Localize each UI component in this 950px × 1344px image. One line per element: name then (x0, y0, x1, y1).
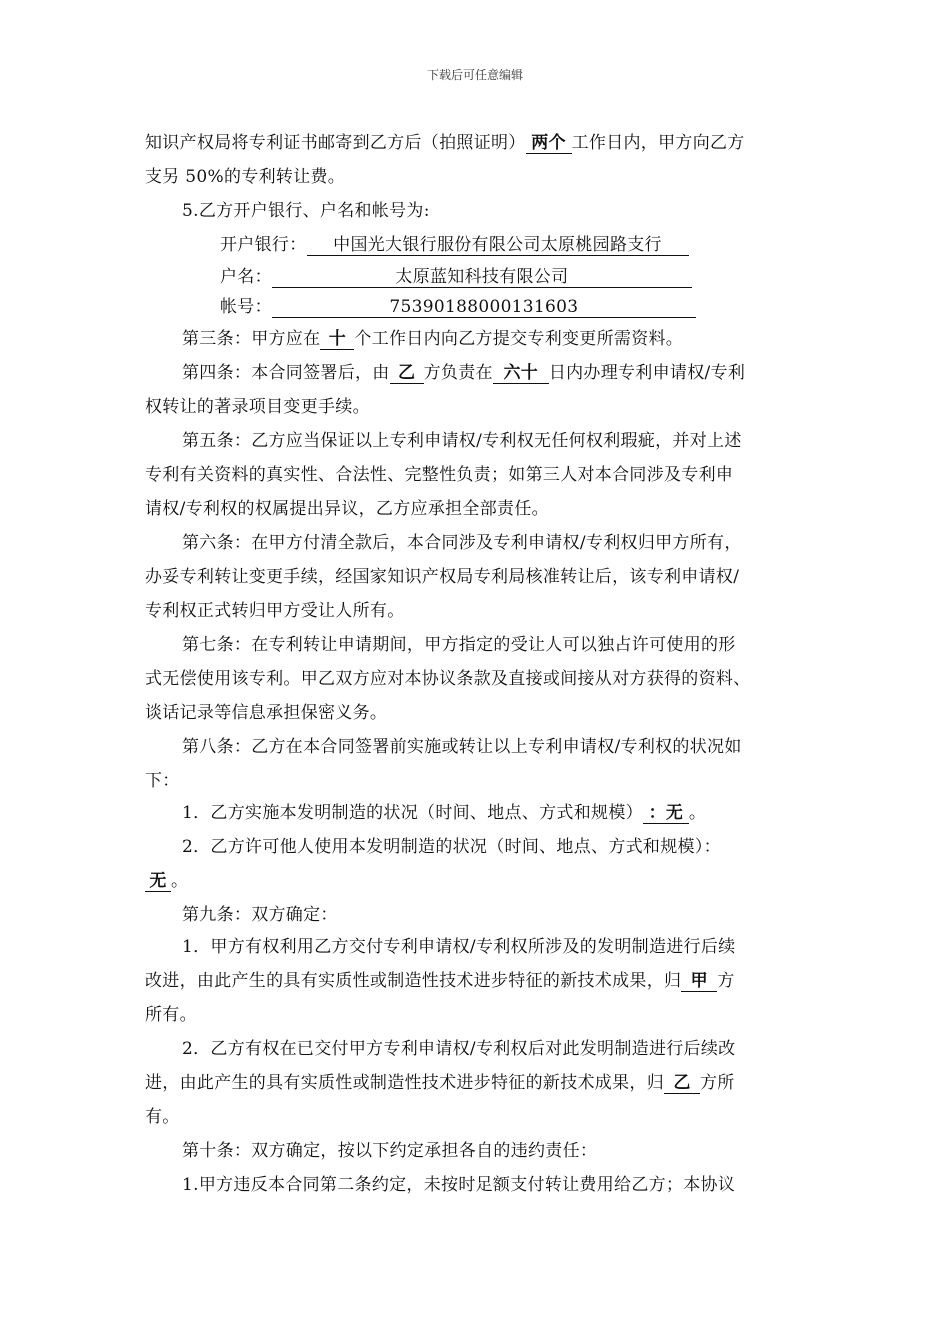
filled-blank: 十 (320, 324, 354, 350)
article-9-item-2 (145, 1068, 735, 1094)
account-number-label: 帐号： (220, 297, 272, 317)
paragraph-line: 支另 50%的专利转让费。 (145, 167, 346, 187)
text: 。 (688, 803, 707, 823)
text: 。 (171, 871, 189, 891)
paragraph-line: 请权/专利权的权属提出异议，乙方应承担全部责任。 (145, 499, 549, 519)
article-3 (182, 324, 683, 350)
paragraph-line: 专利有关资料的真实性、合法性、完整性负责；如第三人对本合同涉及专利申 (145, 465, 734, 485)
paragraph-line: 办妥专利转让变更手续，经国家知识产权局专利局核准转让后，该专利申请权/ (145, 567, 740, 587)
account-number-value: 75390188000131603 (272, 297, 696, 318)
paragraph-line (145, 128, 745, 154)
text: 第三条：甲方应在 (182, 329, 321, 349)
filled-blank: 两个 (526, 128, 572, 154)
account-name-line (220, 262, 692, 288)
paragraph-line: 所有。 (145, 1005, 197, 1025)
paragraph-line: 有。 (145, 1107, 180, 1127)
article-8-item-2-value (145, 866, 188, 892)
paragraph-line: 第十条：双方确定，按以下约定承担各自的违约责任： (182, 1141, 598, 1161)
text: 知识产权局将专利证书邮寄到乙方后（拍照证明） (145, 133, 526, 153)
filled-blank: 乙 (390, 358, 424, 384)
paragraph-line: 第五条：乙方应当保证以上专利申请权/专利权无任何权利瑕疵，并对上述 (182, 431, 742, 451)
paragraph-line: 第六条：在甲方付清全款后，本合同涉及专利申请权/专利权归甲方所有， (182, 533, 742, 553)
filled-blank: ：无 (643, 798, 689, 824)
account-name-value: 太原蓝知科技有限公司 (272, 262, 692, 288)
bank-value: 中国光大银行服份有限公司太原桃园路支行 (307, 230, 689, 256)
text: 进，由此产生的具有实质性或制造性技术进步特征的新技术成果，归 (145, 1073, 664, 1093)
text: 1．乙方实施本发明制造的状况（时间、地点、方式和规模） (182, 803, 643, 823)
text: 个工作日内向乙方提交专利变更所需资料。 (354, 329, 684, 349)
paragraph-line: 式无偿使用该专利。甲乙双方应对本协议条款及直接或间接从对方获得的资料、 (145, 669, 751, 689)
paragraph-line: 5.乙方开户银行、户名和帐号为: (182, 201, 430, 221)
paragraph-line: 第七条：在专利转让申请期间，甲方指定的受让人可以独占许可使用的形 (182, 635, 736, 655)
article-8-item-1 (182, 798, 706, 824)
paragraph-line: 权转让的著录项目变更手续。 (145, 397, 370, 417)
paragraph-line: 1.甲方违反本合同第二条约定，未按时足额支付转让费用给乙方；本协议 (182, 1175, 736, 1195)
paragraph-line: 第九条：双方确定： (182, 905, 338, 925)
text: 方负责在 (423, 363, 493, 383)
article-9-item-1 (145, 966, 735, 992)
account-name-label: 户名： (220, 267, 272, 287)
text: 日内办理专利申请权/专利 (548, 363, 746, 383)
text: 工作日内，甲方向乙方 (571, 133, 745, 153)
filled-blank: 乙 (664, 1068, 700, 1094)
paragraph-line: 专利权正式转归甲方受让人所有。 (145, 601, 405, 621)
filled-blank: 无 (145, 866, 171, 892)
article-4 (182, 358, 745, 384)
page-header: 下载后可任意编辑 (426, 68, 523, 82)
paragraph-line: 第八条：乙方在本合同签署前实施或转让以上专利申请权/专利权的状况如 (182, 737, 742, 757)
text: 方 (717, 971, 735, 991)
text: 方所 (700, 1073, 735, 1093)
filled-blank: 甲 (681, 966, 717, 992)
bank-line (220, 230, 689, 256)
bank-label: 开户银行： (220, 235, 307, 255)
paragraph-line: 2．乙方许可他人使用本发明制造的状况（时间、地点、方式和规模）： (182, 837, 721, 857)
filled-blank: 六十 (493, 358, 549, 384)
paragraph-line: 1．甲方有权利用乙方交付专利申请权/专利权所涉及的发明制造进行后续 (182, 937, 736, 957)
paragraph-line: 下： (145, 771, 180, 791)
text: 改进，由此产生的具有实质性或制造性技术进步特征的新技术成果，归 (145, 971, 682, 991)
paragraph-line: 2．乙方有权在已交付甲方专利申请权/专利权后对此发明制造进行后续改 (182, 1039, 736, 1059)
text: 第四条：本合同签署后，由 (182, 363, 390, 383)
paragraph-line: 谈话记录等信息承担保密义务。 (145, 703, 388, 723)
account-number-line (220, 292, 696, 318)
